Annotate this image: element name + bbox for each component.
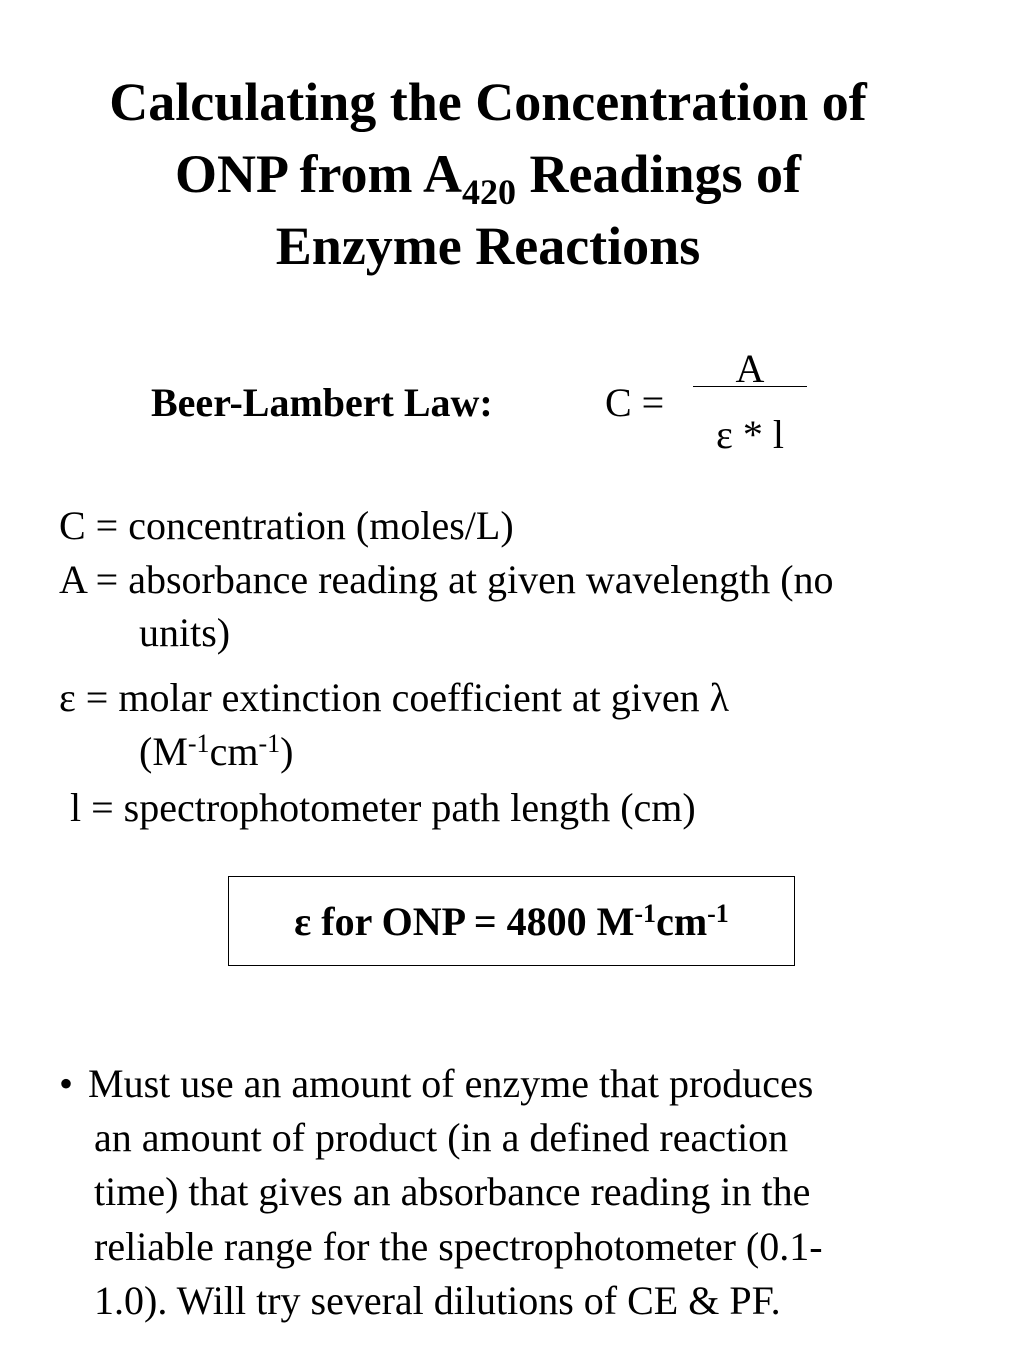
- note-line-5: 1.0). Will try several dilutions of CE & PF.: [94, 1278, 781, 1323]
- units-sup-cm: -1: [258, 729, 281, 758]
- onp-sup-molar: -1: [634, 898, 657, 928]
- onp-cm: cm: [656, 898, 708, 944]
- equation-lhs: C =: [605, 380, 665, 425]
- definition-path-length: l = spectrophotometer path length (cm): [70, 785, 696, 830]
- note-line-4: reliable range for the spectrophotometer (0.1-: [94, 1224, 823, 1269]
- fraction-bar: [693, 386, 807, 387]
- definition-extinction-coefficient: ε = molar extinction coefficient at given λ: [59, 675, 730, 720]
- definition-extinction-units: [139, 726, 293, 778]
- units-open: (M: [139, 729, 188, 774]
- note-line-1: Must use an amount of enzyme that produces: [88, 1061, 814, 1106]
- units-close: ): [280, 729, 294, 774]
- note-line-2: an amount of product (in a defined reaction: [94, 1115, 789, 1160]
- law-label: Beer-Lambert Law:: [151, 380, 493, 425]
- definition-absorbance-continued: units): [139, 610, 231, 655]
- page-title: [0, 66, 976, 282]
- onp-coefficient-text: [294, 898, 729, 945]
- onp-sup-cm: -1: [707, 898, 729, 928]
- title-line-1: Calculating the Concentration of: [109, 72, 867, 132]
- note-line-3: time) that gives an absorbance reading in the: [94, 1169, 811, 1214]
- title-line-3: Enzyme Reactions: [275, 216, 701, 276]
- bullet-marker: •: [59, 1061, 74, 1106]
- title-line-2-start: ONP from A: [174, 144, 462, 204]
- title-line-2: [0, 138, 976, 210]
- onp-coefficient-value: ε for ONP = 4800 M: [294, 898, 635, 944]
- fraction-numerator: A: [735, 346, 765, 391]
- units-cm: cm: [209, 729, 259, 774]
- fraction-denominator: ε * l: [716, 412, 784, 457]
- units-sup-molar: -1: [187, 729, 210, 758]
- definition-absorbance: A = absorbance reading at given wavelength (no: [59, 557, 834, 602]
- wavelength-subscript: 420: [461, 172, 516, 212]
- onp-coefficient-box: [228, 876, 795, 966]
- definition-concentration: C = concentration (moles/L): [59, 503, 514, 548]
- title-line-2-end: Readings of: [515, 144, 801, 204]
